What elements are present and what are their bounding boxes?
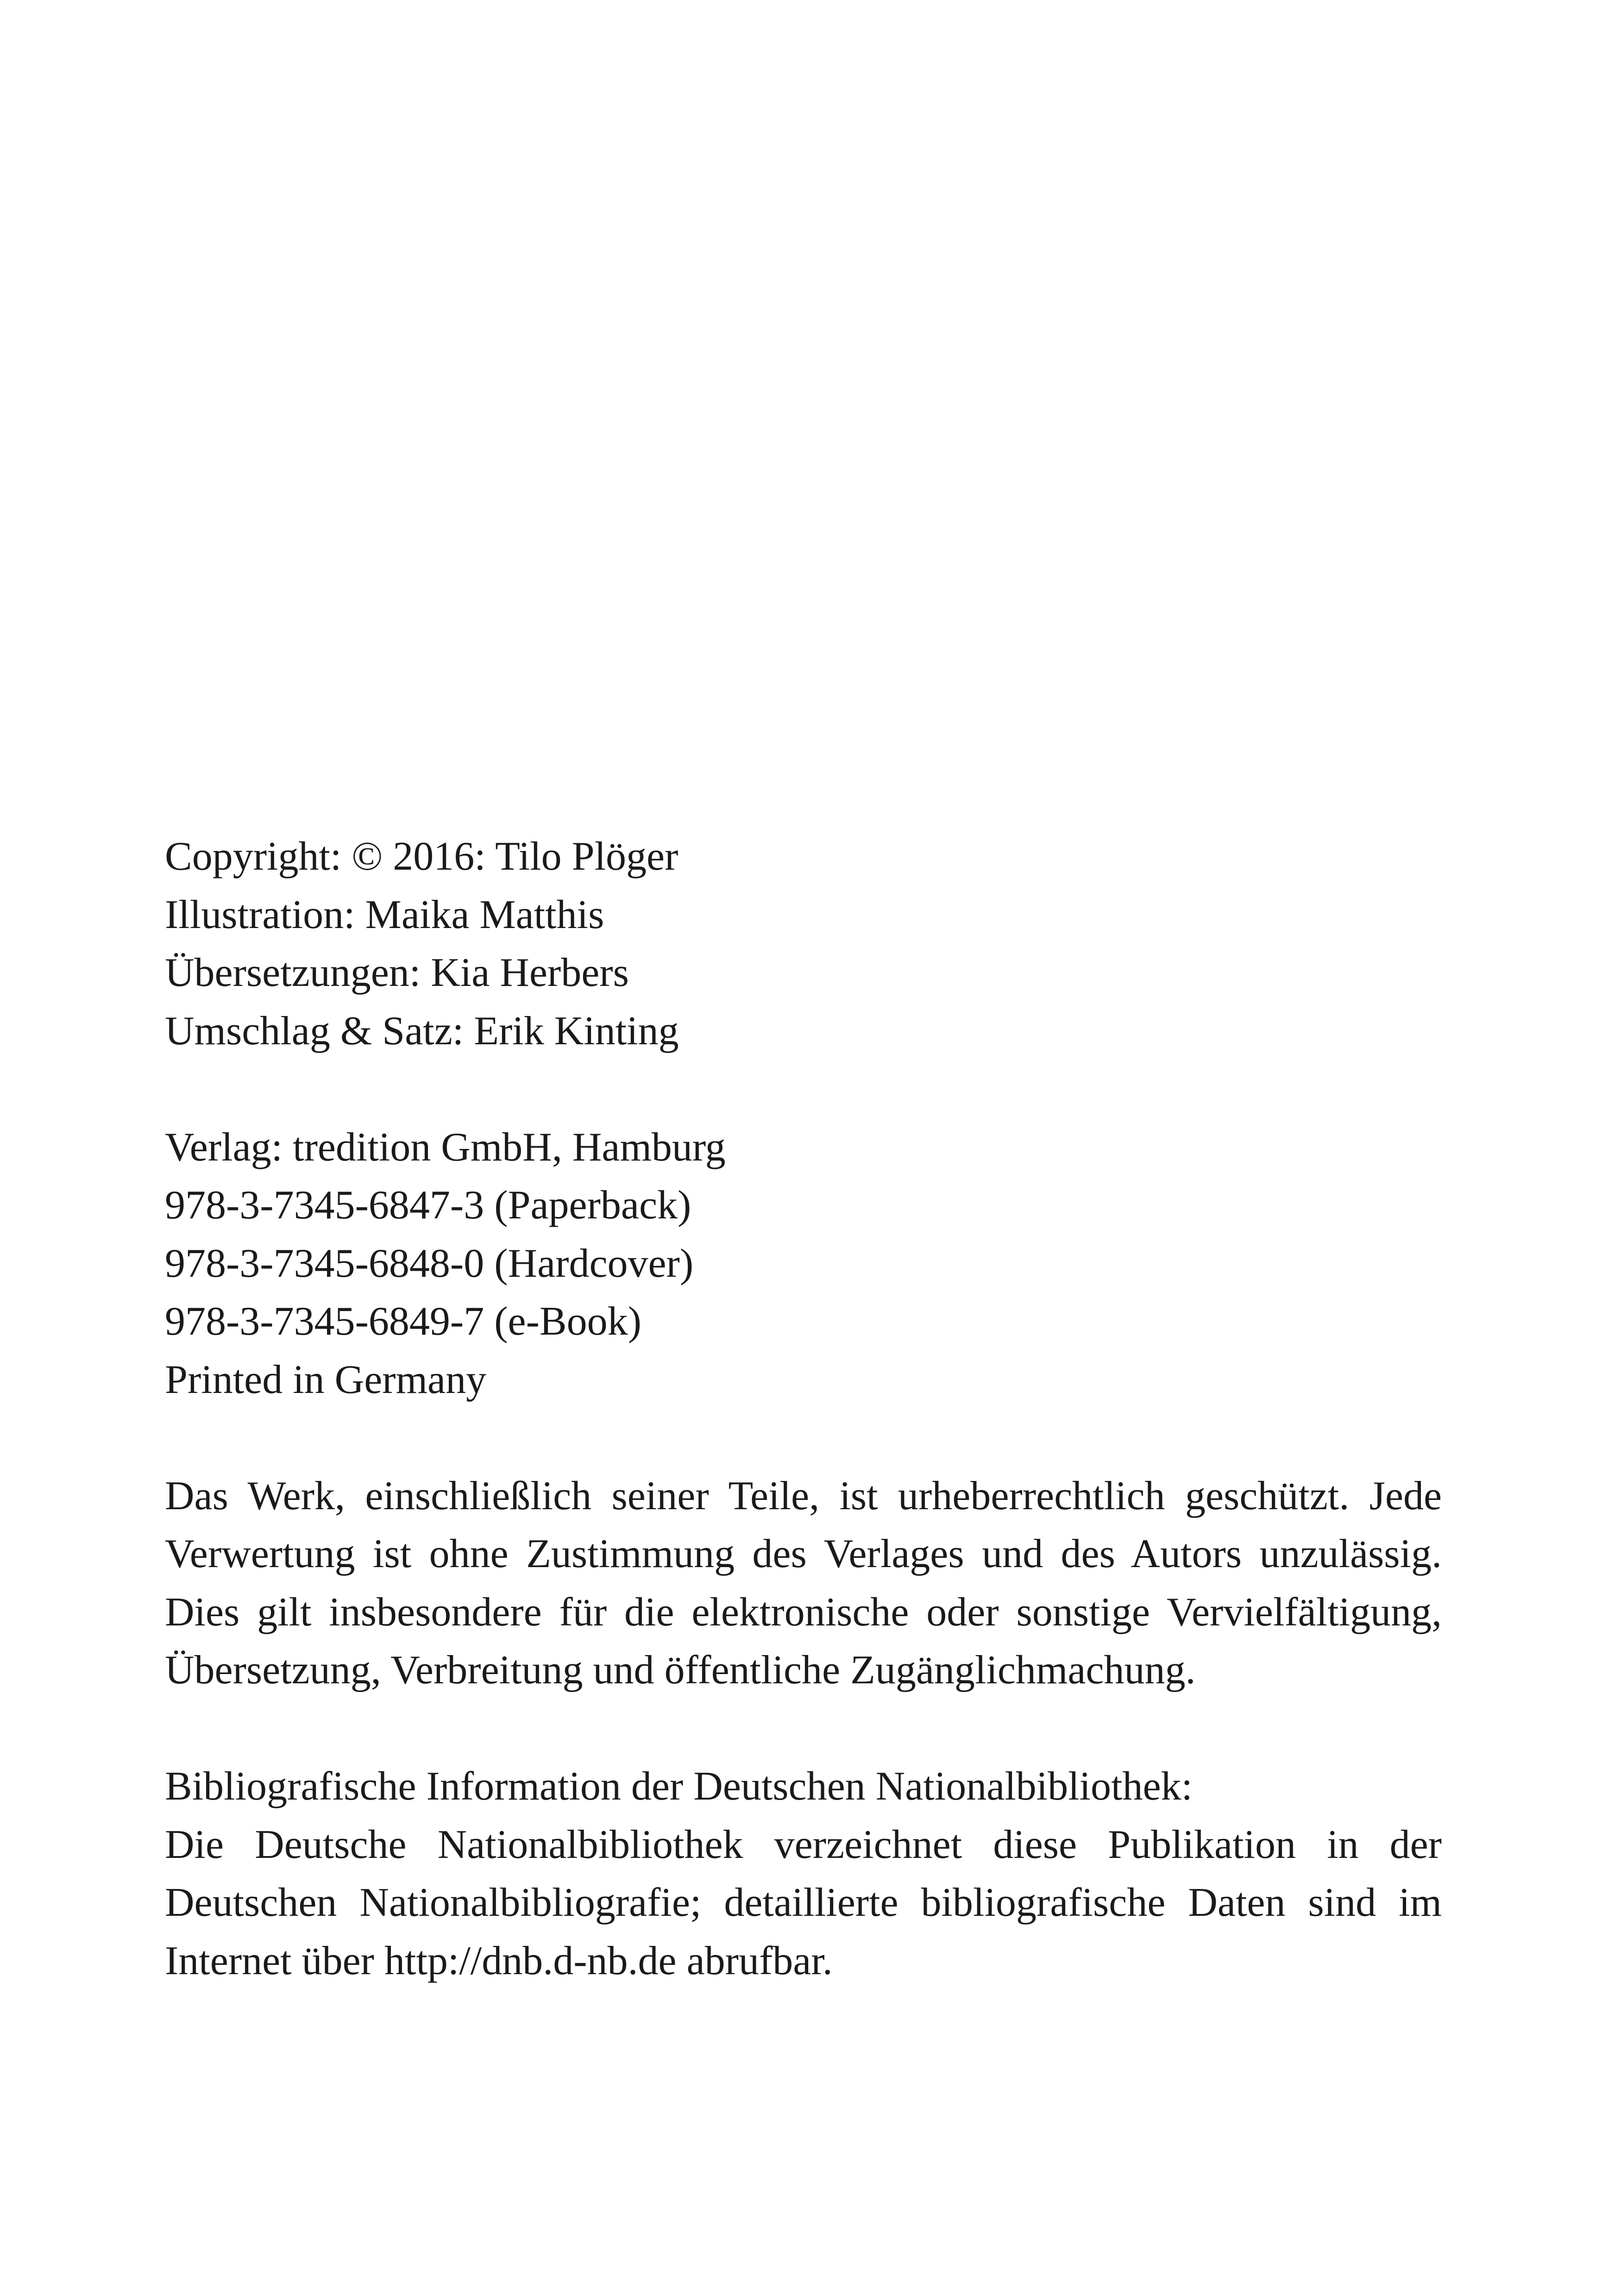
cover-typesetting-credit: Umschlag & Satz: Erik Kinting bbox=[165, 1008, 679, 1054]
imprint-text bbox=[165, 828, 1442, 1990]
paragraph-gap bbox=[165, 1060, 1442, 1118]
bibliographic-text: Die Deutsche Nationalbibliothek verzeichnet diese Publikation in der Deutschen Nationalbibliografie; detaillierte bibliografische Daten sind im Internet über http://dnb.d-nb.de abrufbar. bbox=[165, 1822, 1442, 1983]
publishing-block bbox=[165, 1118, 1442, 1409]
paragraph-gap bbox=[165, 1700, 1442, 1758]
bibliographic-block bbox=[165, 1757, 1442, 1990]
isbn-ebook: 978-3-7345-6849-7 (e-Book) bbox=[165, 1299, 641, 1344]
paragraph-gap bbox=[165, 1409, 1442, 1467]
legal-notice: Das Werk, einschließlich seiner Teile, ist urheberrechtlich geschützt. Jede Verwertung ist ohne Zustimmung des Verlages und des Autors unzulässig. Dies gilt insbesondere für die elektronische oder sonstige Vervielfältigung, Übersetzung, Verbreitung und öffentliche Zugänglichmachung. bbox=[165, 1473, 1442, 1693]
isbn-paperback: 978-3-7345-6847-3 (Paperback) bbox=[165, 1183, 691, 1228]
translation-credit: Übersetzungen: Kia Herbers bbox=[165, 950, 629, 995]
isbn-hardcover: 978-3-7345-6848-0 (Hardcover) bbox=[165, 1241, 694, 1286]
illustration-credit: Illustration: Maika Matthis bbox=[165, 892, 604, 937]
bibliographic-heading: Bibliografische Information der Deutschen Nationalbibliothek: bbox=[165, 1764, 1193, 1809]
copyright-line: Copyright: © 2016: Tilo Plöger bbox=[165, 834, 679, 879]
publisher-line: Verlag: tredition GmbH, Hamburg bbox=[165, 1124, 726, 1170]
credits-block bbox=[165, 828, 1442, 1060]
printed-in-line: Printed in Germany bbox=[165, 1357, 487, 1402]
